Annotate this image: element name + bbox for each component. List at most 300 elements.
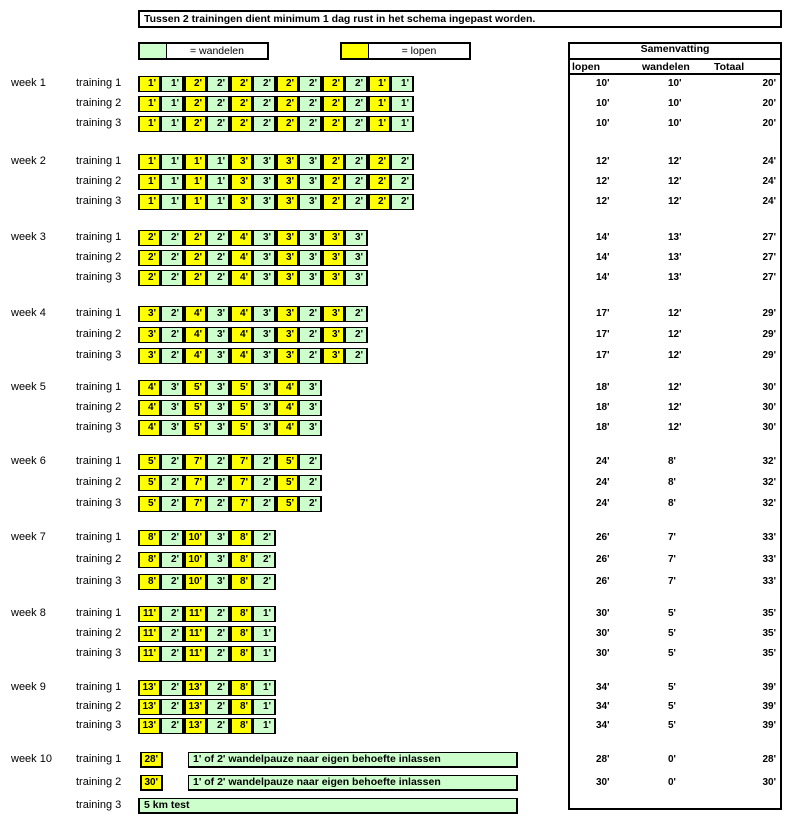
summary-totaal-value: 33' [762, 532, 776, 543]
summary-wandelen-value: 5' [668, 720, 676, 731]
walk-interval: 1' [207, 174, 230, 190]
run-interval: 2' [138, 230, 161, 246]
walk-interval: 1' [207, 194, 230, 210]
interval-pair [230, 348, 276, 364]
summary-lopen-value: 34' [596, 701, 610, 712]
run-interval: 4' [276, 420, 299, 436]
walk-interval: 2' [207, 626, 230, 642]
walk-interval: 2' [161, 475, 184, 491]
walk-interval: 2' [345, 174, 368, 190]
summary-wandelen-value: 13' [668, 232, 682, 243]
interval-pair [138, 76, 184, 92]
walk-interval: 2' [207, 475, 230, 491]
run-interval: 13' [184, 718, 207, 734]
summary-totaal-value: 24' [762, 176, 776, 187]
run-interval: 3' [276, 174, 299, 190]
summary-wandelen-value: 13' [668, 272, 682, 283]
interval-pair [138, 116, 184, 132]
walk-interval: 2' [161, 327, 184, 343]
interval-pair [276, 306, 322, 322]
walk-interval: 2' [345, 116, 368, 132]
interval-pair [230, 646, 276, 662]
interval-pair [230, 699, 276, 715]
interval-pair [322, 230, 368, 246]
interval-pair [138, 475, 184, 491]
run-interval: 2' [322, 96, 345, 112]
run-interval: 2' [322, 174, 345, 190]
walk-interval: 2' [299, 496, 322, 512]
run-interval: 7' [230, 454, 253, 470]
summary-wandelen-value: 0' [668, 754, 676, 765]
run-interval: 2' [276, 96, 299, 112]
walk-interval: 2' [299, 475, 322, 491]
summary-totaal-value: 35' [762, 608, 776, 619]
run-interval: 3' [276, 348, 299, 364]
run-interval: 5' [184, 380, 207, 396]
interval-pair [230, 606, 276, 622]
interval-row [138, 530, 276, 546]
interval-pair [230, 552, 276, 568]
summary-wandelen-value: 12' [668, 196, 682, 207]
run-interval: 2' [322, 76, 345, 92]
walk-interval: 2' [161, 454, 184, 470]
training-label: training 2 [76, 627, 122, 639]
walk-interval: 3' [299, 270, 322, 286]
summary-wandelen-value: 10' [668, 118, 682, 129]
summary-totaal-value: 35' [762, 628, 776, 639]
walk-interval: 1' [207, 154, 230, 170]
training-label: training 2 [76, 251, 122, 263]
interval-row [138, 574, 276, 590]
summary-totaal-value: 20' [762, 78, 776, 89]
run-interval: 4' [276, 400, 299, 416]
interval-row [138, 96, 414, 112]
interval-pair [276, 174, 322, 190]
interval-pair [184, 699, 230, 715]
walk-interval: 2' [253, 76, 276, 92]
run-interval: 3' [276, 154, 299, 170]
interval-row [138, 496, 322, 512]
summary-lopen-value: 10' [596, 118, 610, 129]
summary-totaal-value: 20' [762, 118, 776, 129]
interval-pair [322, 174, 368, 190]
training-label: training 2 [76, 553, 122, 565]
walk-break-note: 1' of 2' wandelpauze naar eigen behoefte inlassen [188, 752, 518, 768]
summary-lopen-value: 24' [596, 456, 610, 467]
interval-row [138, 380, 322, 396]
summary-header-rule [570, 73, 780, 75]
run-interval: 1' [184, 154, 207, 170]
walk-interval: 2' [161, 626, 184, 642]
run-interval: 3' [276, 230, 299, 246]
interval-row [138, 327, 368, 343]
training-label: training 1 [76, 231, 122, 243]
run-interval: 4' [138, 420, 161, 436]
run-interval: 3' [276, 250, 299, 266]
run-interval: 2' [184, 76, 207, 92]
summary-totaal-value: 33' [762, 554, 776, 565]
interval-pair [322, 306, 368, 322]
interval-pair [230, 400, 276, 416]
run-interval: 11' [184, 646, 207, 662]
run-interval: 8' [230, 680, 253, 696]
summary-wandelen-value: 10' [668, 98, 682, 109]
interval-pair [184, 116, 230, 132]
summary-totaal-value: 30' [762, 422, 776, 433]
run-interval: 3' [276, 327, 299, 343]
interval-pair [276, 496, 322, 512]
run-interval: 10' [184, 530, 207, 546]
summary-wandelen-value: 8' [668, 456, 676, 467]
summary-wandelen-value: 13' [668, 252, 682, 263]
run-interval: 5' [276, 475, 299, 491]
summary-lopen-value: 12' [596, 176, 610, 187]
interval-pair [184, 646, 230, 662]
walk-interval: 2' [207, 250, 230, 266]
walk-interval: 2' [161, 574, 184, 590]
run-interval: 13' [138, 718, 161, 734]
walk-interval: 1' [253, 699, 276, 715]
run-interval: 1' [184, 174, 207, 190]
interval-row [138, 174, 414, 190]
walk-interval: 3' [299, 400, 322, 416]
week-label: week 10 [11, 753, 52, 765]
run-interval: 8' [230, 718, 253, 734]
summary-totaal-value: 28' [762, 754, 776, 765]
walk-interval: 3' [207, 530, 230, 546]
run-interval: 8' [230, 606, 253, 622]
walk-interval: 3' [253, 270, 276, 286]
interval-pair [184, 270, 230, 286]
interval-pair [230, 194, 276, 210]
interval-pair [184, 475, 230, 491]
training-label: training 1 [76, 455, 122, 467]
training-label: training 2 [76, 776, 122, 788]
summary-totaal-value: 35' [762, 648, 776, 659]
summary-wandelen-value: 12' [668, 382, 682, 393]
interval-pair [230, 454, 276, 470]
training-label: training 2 [76, 476, 122, 488]
interval-pair [322, 194, 368, 210]
interval-pair [322, 154, 368, 170]
interval-row [138, 718, 276, 734]
walk-interval: 1' [161, 154, 184, 170]
summary-wandelen-value: 7' [668, 576, 676, 587]
interval-pair [230, 718, 276, 734]
interval-pair [230, 475, 276, 491]
walk-interval: 2' [253, 475, 276, 491]
summary-lopen-value: 26' [596, 576, 610, 587]
summary-totaal-value: 24' [762, 196, 776, 207]
walk-interval: 3' [253, 348, 276, 364]
interval-pair [138, 327, 184, 343]
walk-interval: 3' [299, 250, 322, 266]
interval-pair [230, 327, 276, 343]
interval-pair [322, 96, 368, 112]
run-interval: 5' [184, 420, 207, 436]
run-interval: 5' [230, 380, 253, 396]
run-interval: 2' [184, 96, 207, 112]
walk-interval: 3' [345, 250, 368, 266]
run-interval: 2' [276, 116, 299, 132]
summary-wandelen-value: 5' [668, 682, 676, 693]
walk-interval: 1' [253, 680, 276, 696]
run-interval: 3' [138, 327, 161, 343]
walk-interval: 3' [253, 250, 276, 266]
walk-interval: 1' [161, 116, 184, 132]
week-label: week 8 [11, 607, 46, 619]
interval-pair [138, 96, 184, 112]
run-interval: 4' [230, 270, 253, 286]
walk-interval: 3' [299, 154, 322, 170]
interval-pair [322, 270, 368, 286]
walk-interval: 2' [207, 718, 230, 734]
interval-pair [368, 96, 414, 112]
interval-row [138, 475, 322, 491]
summary-lopen-value: 18' [596, 422, 610, 433]
interval-pair [184, 680, 230, 696]
walk-interval: 1' [391, 76, 414, 92]
walk-interval: 2' [391, 154, 414, 170]
interval-pair [230, 76, 276, 92]
summary-wandelen-value: 12' [668, 329, 682, 340]
run-interval: 1' [368, 96, 391, 112]
training-label: training 3 [76, 575, 122, 587]
walk-interval: 3' [253, 230, 276, 246]
training-label: training 2 [76, 700, 122, 712]
run-interval: 2' [322, 194, 345, 210]
interval-pair [230, 306, 276, 322]
run-interval: 3' [322, 270, 345, 286]
interval-pair [184, 420, 230, 436]
training-label: training 1 [76, 381, 122, 393]
schedule-note-banner: Tussen 2 trainingen dient minimum 1 dag rust in het schema ingepast worden. [138, 10, 782, 28]
summary-lopen-value: 24' [596, 498, 610, 509]
walk-interval: 1' [253, 606, 276, 622]
walk-interval: 3' [253, 327, 276, 343]
interval-pair [184, 380, 230, 396]
summary-lopen-value: 14' [596, 272, 610, 283]
run-interval: 3' [322, 250, 345, 266]
run-interval: 8' [138, 552, 161, 568]
interval-row [138, 116, 414, 132]
interval-pair [138, 552, 184, 568]
walk-interval: 2' [207, 496, 230, 512]
run-interval: 4' [184, 327, 207, 343]
run-interval: 4' [230, 250, 253, 266]
summary-title: Samenvatting [640, 43, 710, 55]
interval-pair [184, 574, 230, 590]
summary-wandelen-value: 10' [668, 78, 682, 89]
summary-col-totaal: Totaal [714, 61, 745, 73]
interval-pair [184, 626, 230, 642]
walk-interval: 2' [253, 496, 276, 512]
week-label: week 6 [11, 455, 46, 467]
interval-pair [322, 76, 368, 92]
run-interval: 3' [230, 174, 253, 190]
interval-pair [138, 380, 184, 396]
interval-pair [276, 76, 322, 92]
run-interval: 4' [184, 348, 207, 364]
run-interval: 7' [184, 454, 207, 470]
run-interval: 2' [322, 154, 345, 170]
legend-walk-label: = wandelen [166, 42, 269, 60]
interval-pair [138, 530, 184, 546]
walk-interval: 3' [161, 380, 184, 396]
interval-row [138, 552, 276, 568]
walk-interval: 3' [253, 420, 276, 436]
run-interval: 5' [138, 496, 161, 512]
summary-totaal-value: 39' [762, 720, 776, 731]
interval-pair [184, 250, 230, 266]
run-interval: 10' [184, 574, 207, 590]
summary-lopen-value: 28' [596, 754, 610, 765]
summary-lopen-value: 34' [596, 720, 610, 731]
summary-totaal-value: 39' [762, 682, 776, 693]
training-label: training 2 [76, 328, 122, 340]
run-interval: 2' [184, 270, 207, 286]
summary-totaal-value: 30' [762, 777, 776, 788]
walk-interval: 3' [207, 327, 230, 343]
interval-pair [368, 154, 414, 170]
training-label: training 1 [76, 307, 122, 319]
walk-interval: 1' [161, 76, 184, 92]
summary-divider [570, 58, 780, 60]
training-label: training 3 [76, 117, 122, 129]
summary-wandelen-value: 5' [668, 628, 676, 639]
run-interval: 4' [230, 230, 253, 246]
run-interval: 2' [230, 116, 253, 132]
walk-interval: 2' [161, 530, 184, 546]
run-interval: 13' [184, 680, 207, 696]
walk-interval: 3' [253, 380, 276, 396]
walk-interval: 3' [299, 174, 322, 190]
run-interval: 2' [368, 174, 391, 190]
summary-totaal-value: 20' [762, 98, 776, 109]
training-label: training 3 [76, 497, 122, 509]
summary-lopen-value: 18' [596, 382, 610, 393]
interval-pair [276, 154, 322, 170]
run-interval: 3' [138, 348, 161, 364]
summary-wandelen-value: 5' [668, 648, 676, 659]
legend-run-label: = lopen [368, 42, 471, 60]
walk-interval: 2' [161, 230, 184, 246]
walk-interval: 2' [391, 174, 414, 190]
summary-lopen-value: 17' [596, 308, 610, 319]
walk-interval: 2' [299, 348, 322, 364]
summary-lopen-value: 17' [596, 350, 610, 361]
interval-pair [368, 116, 414, 132]
walk-interval: 2' [207, 454, 230, 470]
interval-pair [230, 250, 276, 266]
summary-totaal-value: 27' [762, 232, 776, 243]
interval-row [138, 680, 276, 696]
summary-lopen-value: 26' [596, 532, 610, 543]
summary-wandelen-value: 12' [668, 308, 682, 319]
interval-pair [138, 496, 184, 512]
interval-pair [138, 230, 184, 246]
summary-totaal-value: 24' [762, 156, 776, 167]
interval-pair [276, 420, 322, 436]
interval-pair [138, 420, 184, 436]
walk-interval: 2' [253, 530, 276, 546]
walk-break-note: 1' of 2' wandelpauze naar eigen behoefte inlassen [188, 775, 518, 791]
interval-pair [368, 174, 414, 190]
summary-wandelen-value: 12' [668, 156, 682, 167]
run-interval: 2' [276, 76, 299, 92]
interval-pair [276, 327, 322, 343]
interval-pair [138, 626, 184, 642]
run-interval: 2' [138, 270, 161, 286]
interval-pair [184, 606, 230, 622]
walk-interval: 2' [299, 96, 322, 112]
summary-totaal-value: 33' [762, 576, 776, 587]
interval-pair [138, 606, 184, 622]
walk-interval: 2' [207, 116, 230, 132]
interval-pair [184, 718, 230, 734]
training-label: training 2 [76, 401, 122, 413]
summary-lopen-value: 24' [596, 477, 610, 488]
run-interval: 5' [230, 400, 253, 416]
walk-interval: 2' [207, 76, 230, 92]
run-interval: 7' [230, 475, 253, 491]
walk-interval: 2' [161, 348, 184, 364]
run-interval: 1' [138, 154, 161, 170]
interval-pair [138, 718, 184, 734]
interval-row [138, 606, 276, 622]
summary-wandelen-value: 8' [668, 477, 676, 488]
summary-wandelen-value: 12' [668, 350, 682, 361]
interval-pair [138, 574, 184, 590]
week-label: week 7 [11, 531, 46, 543]
summary-totaal-value: 30' [762, 402, 776, 413]
summary-lopen-value: 17' [596, 329, 610, 340]
training-label: training 3 [76, 421, 122, 433]
run-interval: 10' [184, 552, 207, 568]
walk-interval: 2' [391, 194, 414, 210]
summary-totaal-value: 27' [762, 272, 776, 283]
run-interval: 4' [276, 380, 299, 396]
interval-pair [230, 574, 276, 590]
run-interval: 8' [138, 530, 161, 546]
interval-pair [138, 348, 184, 364]
run-interval: 3' [322, 348, 345, 364]
summary-lopen-value: 30' [596, 608, 610, 619]
interval-row [138, 270, 368, 286]
interval-pair [230, 420, 276, 436]
summary-lopen-value: 30' [596, 628, 610, 639]
run-interval: 2' [230, 96, 253, 112]
summary-totaal-value: 32' [762, 477, 776, 488]
run-interval: 7' [184, 496, 207, 512]
walk-interval: 2' [161, 250, 184, 266]
walk-interval: 2' [299, 454, 322, 470]
interval-pair [138, 646, 184, 662]
training-label: training 3 [76, 271, 122, 283]
interval-pair [230, 380, 276, 396]
training-label: training 1 [76, 77, 122, 89]
run-interval: 3' [276, 270, 299, 286]
interval-pair [276, 270, 322, 286]
run-interval: 2' [138, 250, 161, 266]
interval-pair [138, 270, 184, 286]
run-interval: 1' [368, 76, 391, 92]
interval-pair [184, 348, 230, 364]
walk-interval: 2' [161, 699, 184, 715]
summary-totaal-value: 30' [762, 382, 776, 393]
summary-lopen-value: 14' [596, 252, 610, 263]
interval-pair [138, 154, 184, 170]
